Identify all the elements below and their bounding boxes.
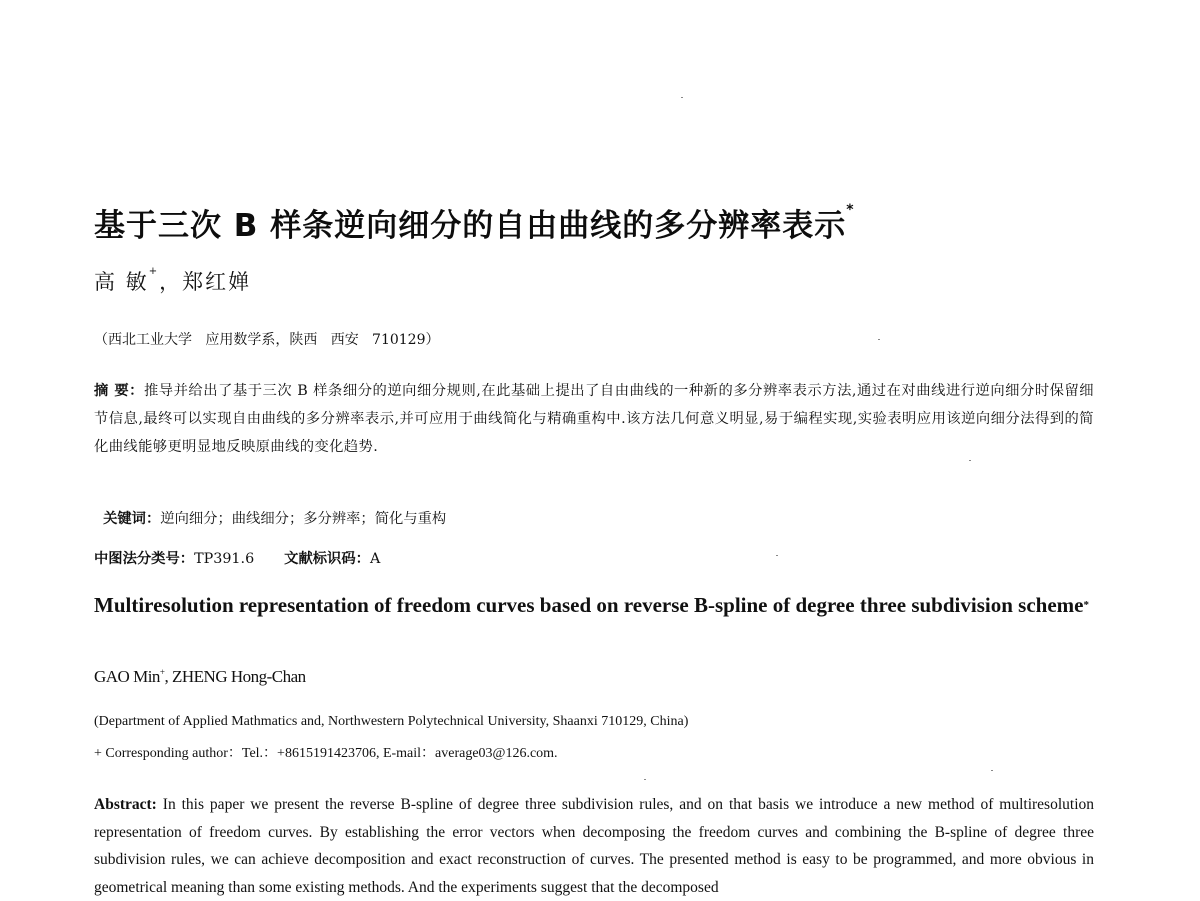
english-abstract-label: Abstract: (94, 796, 157, 813)
scan-speck (681, 97, 683, 98)
chinese-authors (94, 266, 251, 296)
classification-value: TP391.6 (194, 551, 255, 567)
classification-label: 中图法分类号： (94, 551, 195, 567)
scan-speck (644, 779, 646, 780)
author-gao: 高 敏 (94, 270, 149, 294)
keywords-label: 关键词： (103, 511, 161, 527)
chinese-affiliation: （西北工业大学 应用数学系，陕西 西安 710129） (94, 332, 440, 348)
english-affiliation: (Department of Applied Mathmatics and, Northwestern Polytechnical University, Shaanxi 710129, China) (94, 714, 689, 729)
english-abstract (94, 791, 1094, 901)
english-author-zheng: ZHENG Hong-Chan (172, 667, 306, 686)
chinese-abstract-label: 摘 要： (94, 383, 144, 399)
english-title-footnote-mark: * (1083, 599, 1089, 611)
author-zheng: 郑红婵 (182, 270, 252, 294)
english-title-text: Multiresolution representation of freedom curves based on reverse B-spline of degree three subdivision scheme (94, 593, 1084, 617)
scan-speck (991, 770, 993, 771)
document-code-value: A (369, 551, 381, 567)
title-footnote-mark: * (846, 202, 855, 218)
english-abstract-text: In this paper we present the reverse B-spline of degree three subdivision rules, and on that basis we introduce a new method of multiresolution representation of freedom curves. By establishing the error vectors when decomposing the freedom curves and combining the B-spline of degree three subdivision rules, we can achieve decomposition and exact reconstruction of curves. The presented method is easy to be programmed, and more obvious in geometrical meaning than some existing methods. And the experiments suggest that the decomposed (94, 796, 1095, 896)
document-code-label: 文献标识码： (284, 551, 370, 567)
scan-speck (878, 339, 880, 340)
english-authors (94, 667, 306, 687)
english-title (94, 591, 1094, 620)
keywords-text: 逆向细分；曲线细分；多分辨率；简化与重构 (160, 511, 447, 527)
chinese-title (94, 200, 855, 245)
chinese-abstract (94, 377, 1094, 461)
author-separator: ， (159, 270, 183, 294)
chinese-abstract-text: 推导并给出了基于三次 B 样条细分的逆向细分规则,在此基础上提出了自由曲线的一种新的多分辨率表示方法,通过在对曲线进行逆向细分时保留细节信息,最终可以实现自由曲线的多分辨率表示,并可应用于曲线简化与精确重构中.该方法几何意义明显,易于编程实现,实验表明应用该逆向细分法得到的简化曲线能够更明显地反映原曲线的变化趋势. (94, 383, 1094, 455)
chinese-title-text: 基于三次 B 样条逆向细分的自由曲线的多分辨率表示 (94, 208, 847, 244)
scan-speck (776, 555, 778, 556)
classification-line (94, 548, 380, 568)
english-corresponding-mark: + (159, 667, 165, 677)
english-author-gao: GAO Min (94, 667, 160, 686)
corresponding-author: + Corresponding author：Tel.：+8615191423706, E-mail：average03@126.com. (94, 746, 558, 761)
corresponding-mark: + (148, 266, 160, 277)
english-author-separator: , (164, 667, 172, 686)
chinese-keywords (94, 492, 446, 528)
